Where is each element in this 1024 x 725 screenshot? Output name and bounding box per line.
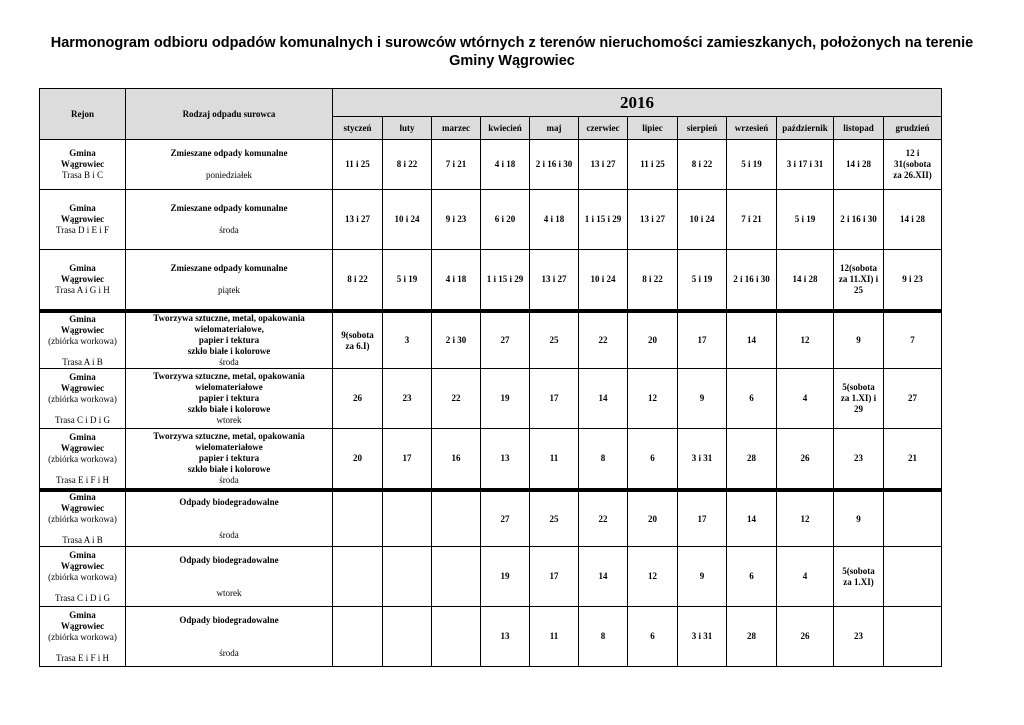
month-header: lipiec (628, 117, 678, 140)
waste-type-label: szkło białe i kolorowe (187, 346, 271, 356)
trasa-label: Trasa A i B (62, 356, 103, 367)
zbiorka-label: (zbiórka workowa) (48, 514, 117, 524)
zbiorka-label: (zbiórka workowa) (48, 335, 117, 346)
date-cell: 5 i 19 (678, 250, 727, 312)
date-cell: 14 (579, 547, 628, 607)
date-cell: 4 (777, 369, 834, 429)
table-row (40, 490, 942, 547)
date-cell: 20 (628, 490, 678, 547)
date-cell: 8 (579, 429, 628, 491)
trasa-label: Trasa A i B (62, 535, 103, 545)
date-cell (884, 607, 942, 667)
trasa-label: Trasa E i F i H (56, 652, 109, 663)
title-line-1: Harmonogram odbioru odpadów komunalnych i surowców wtórnych z terenów nieruchomości zamieszkanych, położonych na terenie (50, 35, 974, 51)
date-cell: 19 (481, 369, 530, 429)
date-cell: 7 i 21 (432, 140, 481, 190)
waste-type-cell (126, 547, 333, 607)
waste-type-label: wielomateriałowe (195, 442, 263, 452)
date-cell (383, 547, 432, 607)
date-cell: 3 (383, 311, 432, 369)
month-header: kwiecień (481, 117, 530, 140)
gmina-label: Gmina (69, 549, 96, 560)
date-cell: 6 (628, 429, 678, 491)
header-rodzaj: Rodzaj odpadu surowca (126, 89, 333, 140)
date-cell: 14 i 28 (884, 190, 942, 250)
date-cell: 8 i 22 (383, 140, 432, 190)
date-cell: 9(sobota za 6.I) (333, 311, 383, 369)
date-cell (333, 547, 383, 607)
date-cell: 22 (579, 311, 628, 369)
date-cell: 3 i 31 (678, 607, 727, 667)
date-cell (383, 607, 432, 667)
wagrowiec-label: Wągrowiec (60, 324, 105, 335)
wagrowiec-label: Wągrowiec (60, 560, 105, 571)
gmina-label: Gmina (69, 371, 96, 382)
date-cell: 4 i 18 (530, 190, 579, 250)
date-cell: 5(sobota za 1.XI) (834, 547, 884, 607)
date-cell: 22 (432, 369, 481, 429)
date-cell: 3 i 17 i 31 (777, 140, 834, 190)
collection-day: piątek (218, 285, 240, 295)
header-year: 2016 (333, 89, 942, 117)
waste-type-label: Tworzywa sztuczne, metal, opakowania (153, 431, 305, 441)
waste-type-label: szkło białe i kolorowe (187, 464, 271, 474)
table-row (40, 311, 942, 369)
title-line-2: Gminy Wągrowiec (449, 53, 575, 69)
waste-type-cell (126, 429, 333, 491)
date-cell: 13 (481, 607, 530, 667)
date-cell: 12(sobota za 11.XI) i 25 (834, 250, 884, 312)
date-cell: 4 i 18 (481, 140, 530, 190)
date-cell: 27 (884, 369, 942, 429)
date-cell: 28 (727, 429, 777, 491)
date-cell: 17 (383, 429, 432, 491)
waste-type-cell (126, 607, 333, 667)
date-cell: 10 i 24 (678, 190, 727, 250)
collection-day: wtorek (216, 415, 242, 425)
month-header: sierpień (678, 117, 727, 140)
date-cell: 8 i 22 (678, 140, 727, 190)
date-cell: 17 (678, 311, 727, 369)
date-cell: 14 (579, 369, 628, 429)
date-cell: 10 i 24 (383, 190, 432, 250)
date-cell: 11 i 25 (333, 140, 383, 190)
zbiorka-label: (zbiórka workowa) (48, 453, 117, 464)
gmina-label: Gmina (69, 492, 96, 502)
month-header: listopad (834, 117, 884, 140)
date-cell: 12 (777, 490, 834, 547)
month-header: luty (383, 117, 432, 140)
waste-type-cell (126, 140, 333, 190)
date-cell: 13 (481, 429, 530, 491)
date-cell: 13 i 27 (530, 250, 579, 312)
gmina-label: Gmina (69, 609, 96, 620)
date-cell: 27 (481, 490, 530, 547)
wagrowiec-label: Wągrowiec (60, 274, 105, 284)
gmina-label: Gmina (69, 431, 96, 442)
trasa-label: Trasa B i C (62, 170, 103, 180)
trasa-label: Trasa E i F i H (56, 474, 109, 485)
date-cell: 26 (777, 607, 834, 667)
trasa-label: Trasa A i G i H (55, 285, 110, 295)
date-cell: 23 (834, 429, 884, 491)
month-header: wrzesień (727, 117, 777, 140)
waste-type-cell (126, 369, 333, 429)
rejon-cell (40, 190, 126, 250)
date-cell: 22 (579, 490, 628, 547)
date-cell: 9 (834, 490, 884, 547)
waste-type-label: Zmieszane odpady komunalne (170, 203, 288, 213)
gmina-label: Gmina (69, 203, 96, 213)
date-cell: 2 i 16 i 30 (727, 250, 777, 312)
waste-type-label: papier i tektura (198, 335, 260, 345)
waste-type-label: Odpady biodegradowalne (179, 497, 279, 507)
date-cell: 11 i 25 (628, 140, 678, 190)
date-cell (333, 490, 383, 547)
document-title (0, 34, 1024, 70)
date-cell (432, 490, 481, 547)
trasa-label: Trasa C i D i G (55, 414, 110, 425)
date-cell: 21 (884, 429, 942, 491)
date-cell: 6 (727, 547, 777, 607)
date-cell: 25 (530, 490, 579, 547)
month-header: październik (777, 117, 834, 140)
gmina-label: Gmina (69, 313, 96, 324)
date-cell: 5 i 19 (727, 140, 777, 190)
date-cell (383, 490, 432, 547)
date-cell: 9 (834, 311, 884, 369)
date-cell: 6 (628, 607, 678, 667)
date-cell: 13 i 27 (628, 190, 678, 250)
date-cell: 6 (727, 369, 777, 429)
date-cell (333, 607, 383, 667)
rejon-cell (40, 140, 126, 190)
date-cell: 14 (727, 490, 777, 547)
date-cell (884, 490, 942, 547)
date-cell: 19 (481, 547, 530, 607)
rejon-cell (40, 250, 126, 312)
date-cell: 2 i 30 (432, 311, 481, 369)
date-cell: 9 i 23 (432, 190, 481, 250)
collection-day: środa (219, 357, 239, 367)
rejon-cell (40, 429, 126, 491)
date-cell: 12 (628, 369, 678, 429)
date-cell: 9 i 23 (884, 250, 942, 312)
table-row (40, 190, 942, 250)
date-cell: 12 (628, 547, 678, 607)
date-cell: 5 i 19 (383, 250, 432, 312)
date-cell: 17 (678, 490, 727, 547)
wagrowiec-label: Wągrowiec (60, 159, 105, 169)
date-cell: 23 (834, 607, 884, 667)
gmina-label: Gmina (69, 263, 96, 273)
date-cell: 8 i 22 (333, 250, 383, 312)
date-cell: 23 (383, 369, 432, 429)
table-row (40, 369, 942, 429)
date-cell: 14 i 28 (834, 140, 884, 190)
date-cell (432, 547, 481, 607)
waste-type-label: wielomateriałowe, (194, 324, 264, 334)
date-cell: 5(sobota za 1.XI) i 29 (834, 369, 884, 429)
gmina-label: Gmina (69, 148, 96, 158)
table-row (40, 607, 942, 667)
waste-type-label: Zmieszane odpady komunalne (170, 148, 288, 158)
waste-type-label: wielomateriałowe (195, 382, 263, 392)
rejon-cell (40, 490, 126, 547)
date-cell: 12 (777, 311, 834, 369)
collection-day: środa (219, 225, 239, 235)
date-cell: 17 (530, 547, 579, 607)
waste-type-cell (126, 190, 333, 250)
date-cell: 26 (777, 429, 834, 491)
date-cell: 9 (678, 547, 727, 607)
month-header: czerwiec (579, 117, 628, 140)
date-cell: 4 (777, 547, 834, 607)
collection-day: wtorek (216, 587, 242, 598)
date-cell: 28 (727, 607, 777, 667)
date-cell: 13 i 27 (579, 140, 628, 190)
date-cell: 7 (884, 311, 942, 369)
date-cell: 16 (432, 429, 481, 491)
date-cell: 5 i 19 (777, 190, 834, 250)
date-cell: 3 i 31 (678, 429, 727, 491)
schedule-table (39, 88, 942, 667)
table-row (40, 429, 942, 491)
waste-type-label: Zmieszane odpady komunalne (170, 263, 288, 273)
table-row (40, 250, 942, 312)
rejon-cell (40, 369, 126, 429)
date-cell: 10 i 24 (579, 250, 628, 312)
date-cell: 1 i 15 i 29 (579, 190, 628, 250)
collection-day: poniedziałek (206, 170, 252, 180)
date-cell: 7 i 21 (727, 190, 777, 250)
waste-type-cell (126, 490, 333, 547)
date-cell: 1 i 15 i 29 (481, 250, 530, 312)
date-cell: 20 (628, 311, 678, 369)
waste-type-label: Odpady biodegradowalne (179, 554, 279, 565)
date-cell (432, 607, 481, 667)
date-cell: 8 (579, 607, 628, 667)
date-cell: 11 (530, 607, 579, 667)
wagrowiec-label: Wągrowiec (60, 620, 105, 631)
table-row (40, 547, 942, 607)
date-cell: 8 i 22 (628, 250, 678, 312)
header-rejon: Rejon (40, 89, 126, 140)
waste-type-cell (126, 250, 333, 312)
waste-type-label: Tworzywa sztuczne, metal, opakowania (153, 313, 305, 323)
wagrowiec-label: Wągrowiec (60, 442, 105, 453)
waste-type-label: papier i tektura (198, 453, 260, 463)
table-row (40, 140, 942, 190)
date-cell: 27 (481, 311, 530, 369)
date-cell: 6 i 20 (481, 190, 530, 250)
zbiorka-label: (zbiórka workowa) (48, 571, 117, 582)
date-cell: 12 i 31(sobota za 26.XII) (884, 140, 942, 190)
date-cell: 4 i 18 (432, 250, 481, 312)
zbiorka-label: (zbiórka workowa) (48, 631, 117, 642)
date-cell: 14 (727, 311, 777, 369)
wagrowiec-label: Wągrowiec (60, 503, 105, 513)
date-cell: 9 (678, 369, 727, 429)
date-cell: 2 i 16 i 30 (530, 140, 579, 190)
month-header: marzec (432, 117, 481, 140)
zbiorka-label: (zbiórka workowa) (48, 393, 117, 404)
date-cell: 14 i 28 (777, 250, 834, 312)
trasa-label: Trasa D i E i F (56, 225, 109, 235)
date-cell: 26 (333, 369, 383, 429)
date-cell: 17 (530, 369, 579, 429)
waste-type-label: Tworzywa sztuczne, metal, opakowania (153, 371, 305, 381)
date-cell: 11 (530, 429, 579, 491)
month-header: maj (530, 117, 579, 140)
wagrowiec-label: Wągrowiec (60, 382, 105, 393)
collection-day: środa (219, 475, 239, 485)
date-cell: 25 (530, 311, 579, 369)
month-header: styczeń (333, 117, 383, 140)
trasa-label: Trasa C i D i G (55, 592, 110, 603)
rejon-cell (40, 607, 126, 667)
date-cell: 2 i 16 i 30 (834, 190, 884, 250)
rejon-cell (40, 311, 126, 369)
date-cell (884, 547, 942, 607)
waste-type-label: papier i tektura (198, 393, 260, 403)
waste-type-cell (126, 311, 333, 369)
date-cell: 20 (333, 429, 383, 491)
wagrowiec-label: Wągrowiec (60, 214, 105, 224)
month-header: grudzień (884, 117, 942, 140)
rejon-cell (40, 547, 126, 607)
collection-day: środa (219, 647, 239, 658)
waste-type-label: Odpady biodegradowalne (179, 614, 279, 625)
collection-day: środa (219, 530, 239, 540)
date-cell: 13 i 27 (333, 190, 383, 250)
waste-type-label: szkło białe i kolorowe (187, 404, 271, 414)
